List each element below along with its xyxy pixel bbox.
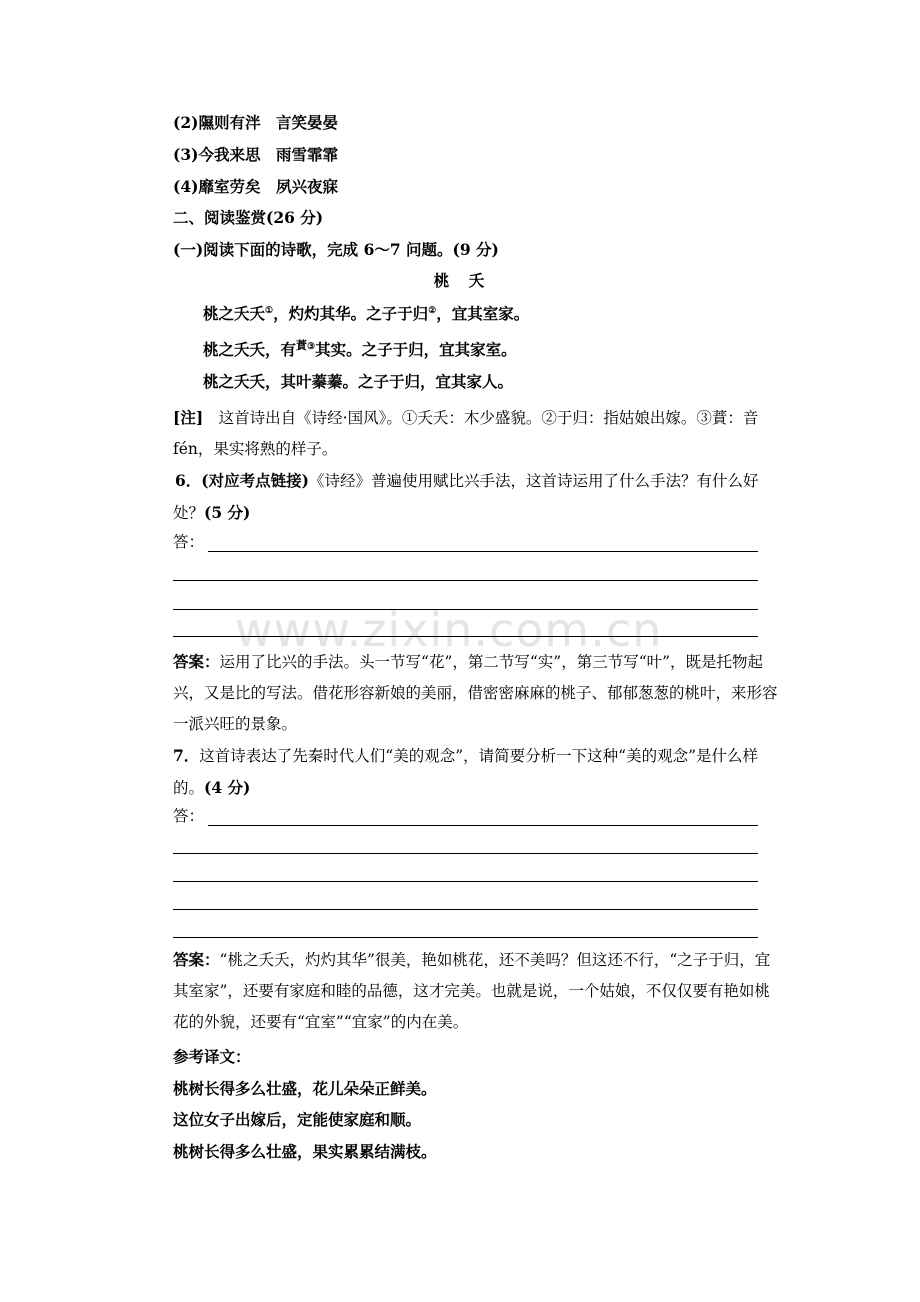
footnote-marker-2: ②: [428, 305, 437, 316]
answer-line-6-1[interactable]: 答：: [173, 532, 758, 552]
translation-heading: 参考译文：: [173, 1047, 251, 1066]
poem-note: [173, 402, 783, 465]
watermark: www.zixin.com.cn: [235, 603, 663, 657]
answer-line-7-5[interactable]: [173, 937, 758, 938]
poem-stanza-3: 桃之夭夭，其叶蓁蓁。之子于归，宜其家人。: [203, 372, 514, 391]
answer-line-7-3[interactable]: [173, 881, 758, 882]
translation-line-2: 这位女子出嫁后，定能使家庭和顺。: [173, 1110, 422, 1129]
footnote-marker-3: ③: [307, 341, 316, 352]
section-heading-reading: 二、阅读鉴赏(26 分): [173, 208, 324, 227]
poem-stanza-2: 桃之夭夭，有$^{蕡③}$其实。之子于归，宜其家室。: [203, 338, 517, 359]
poem-title: 桃 夭: [433, 271, 487, 290]
subsection-heading: (一)阅读下面的诗歌，完成 6～7 问题。(9 分): [173, 240, 499, 259]
question-6-tag: (对应考点链接): [201, 471, 309, 490]
answer-line-7-4[interactable]: [173, 909, 758, 910]
exercise-item-4: (4)靡室劳矣 夙兴夜寐: [173, 177, 338, 196]
translation-line-1: 桃树长得多么壮盛，花儿朵朵正鲜美。: [173, 1079, 437, 1098]
answer-line-7-2[interactable]: [173, 853, 758, 854]
question-6: 6．(对应考点链接)《诗经》普遍使用赋比兴手法，这首诗运用了什么手法？有什么好处？(5 分): [173, 471, 759, 522]
poem-stanza-1: 桃之夭夭①，灼灼其华。之子于归②，宜其室家。: [203, 304, 530, 323]
note-text: 这首诗出自《诗经·国风》。①夭夭：木少盛貌。②于归：指姑娘出嫁。③蕡：音 fén，果实将熟的样子。: [173, 409, 759, 458]
answer-line-7-1[interactable]: 答：: [173, 806, 758, 826]
exercise-item-3: (3)今我来思 雨雪霏霏: [173, 145, 338, 164]
exercise-item-2: (2)隰则有泮 言笑晏晏: [173, 113, 338, 132]
translation-line-3: 桃树长得多么壮盛，果实累累结满枝。: [173, 1142, 437, 1161]
rare-glyph: 蕡: [296, 338, 308, 352]
note-label: [注]: [173, 408, 204, 427]
answer-7: 答案：“桃之夭夭，灼灼其华”很美，艳如桃花，还不美吗？但这还不行，“之子于归，宜其室家”，还要有家庭和睦的品德，这才完美。也就是说，一个姑娘，不仅仅要有艳如桃花的外貌，还要有“宜室”“宜家”的内在美。: [173, 950, 771, 1031]
answer-line-6-3[interactable]: [173, 609, 758, 610]
answer-line-6-2[interactable]: [173, 580, 758, 581]
answer-6: 答案：运用了比兴的手法。头一节写“花”，第二节写“实”，第三节写“叶”，既是托物起兴，又是比的写法。借花形容新娘的美丽，借密密麻麻的桃子、郁郁葱葱的桃叶，来形容一派兴旺的景象。: [173, 652, 778, 733]
question-7: 7．这首诗表达了先秦时代人们“美的观念”，请简要分析一下这种“美的观念”是什么样的。(4 分): [173, 746, 758, 797]
answer-line-6-4[interactable]: [173, 636, 758, 637]
footnote-marker-1: ①: [265, 305, 274, 316]
